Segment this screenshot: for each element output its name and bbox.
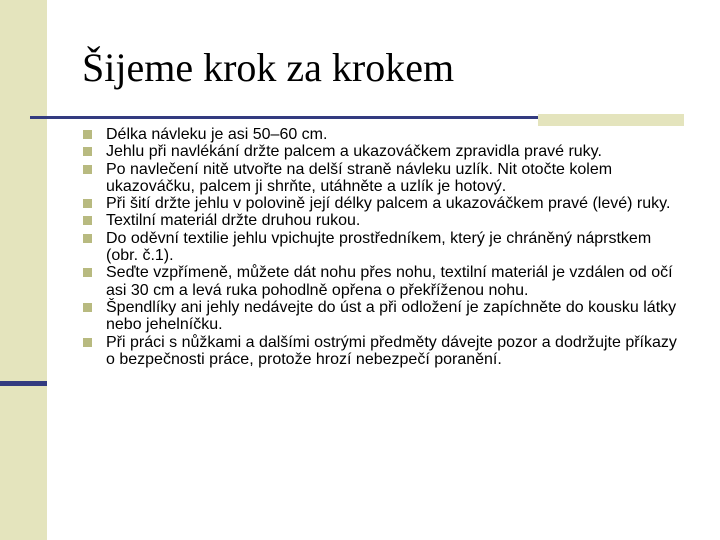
list-item bbox=[83, 334, 683, 369]
list-item-text: Délka návleku je asi 50–60 cm. bbox=[106, 126, 328, 143]
list-item-text: Při práci s nůžkami a dalšími ostrými předměty dávejte pozor a dodržujte příkazy o bezpečnosti práce, protože hrozí nebezpečí poranění. bbox=[106, 333, 677, 368]
square-bullet-icon bbox=[83, 216, 92, 225]
square-bullet-icon bbox=[83, 130, 92, 139]
square-bullet-icon bbox=[83, 303, 92, 312]
square-bullet-icon bbox=[83, 234, 92, 243]
list-item-text: Jehlu při navlékání držte palcem a ukazováčkem zpravidla pravé ruky. bbox=[106, 143, 602, 161]
bullet-list bbox=[83, 126, 683, 368]
list-item bbox=[83, 212, 683, 229]
list-item bbox=[83, 195, 683, 212]
list-item-text: Při šití držte jehlu v polovině její délky palcem a ukazováčkem pravé (levé) ruky. bbox=[106, 195, 671, 213]
title-underline bbox=[30, 116, 618, 119]
square-bullet-icon bbox=[83, 268, 92, 277]
left-accent-band bbox=[0, 0, 47, 540]
list-item bbox=[83, 126, 683, 143]
list-item bbox=[83, 230, 683, 265]
slide-title: Šijeme krok za krokem bbox=[82, 45, 455, 90]
list-item bbox=[83, 264, 683, 299]
square-bullet-icon bbox=[83, 338, 92, 347]
list-item-text: Seďte vzpřímeně, můžete dát nohu přes nohu, textilní materiál je vzdálen od očí asi 30 cm a levá ruka pohodlně opřena o překříženou nohu. bbox=[106, 264, 673, 299]
list-item bbox=[83, 161, 683, 196]
list-item-text: Špendlíky ani jehly nedávejte do úst a při odložení je zapíchněte do kousku látky nebo jehelníčku. bbox=[106, 298, 677, 334]
square-bullet-icon bbox=[83, 147, 92, 156]
square-bullet-icon bbox=[83, 165, 92, 174]
square-bullet-icon bbox=[83, 199, 92, 208]
list-item-text: Po navlečení nitě utvořte na delší straně návleku uzlík. Nit otočte kolem ukazováčku, palcem ji shrňte, utáhněte a uzlík je hotový. bbox=[106, 160, 613, 195]
list-item-text: Do oděvní textilie jehlu vpichujte prostředníkem, který je chráněný náprstkem (obr. č.1). bbox=[106, 229, 652, 265]
list-item-text: Textilní materiál držte druhou rukou. bbox=[106, 212, 361, 230]
left-accent-rule bbox=[0, 381, 47, 386]
list-item bbox=[83, 143, 683, 160]
list-item bbox=[83, 299, 683, 334]
title-underline-accent bbox=[538, 114, 684, 126]
